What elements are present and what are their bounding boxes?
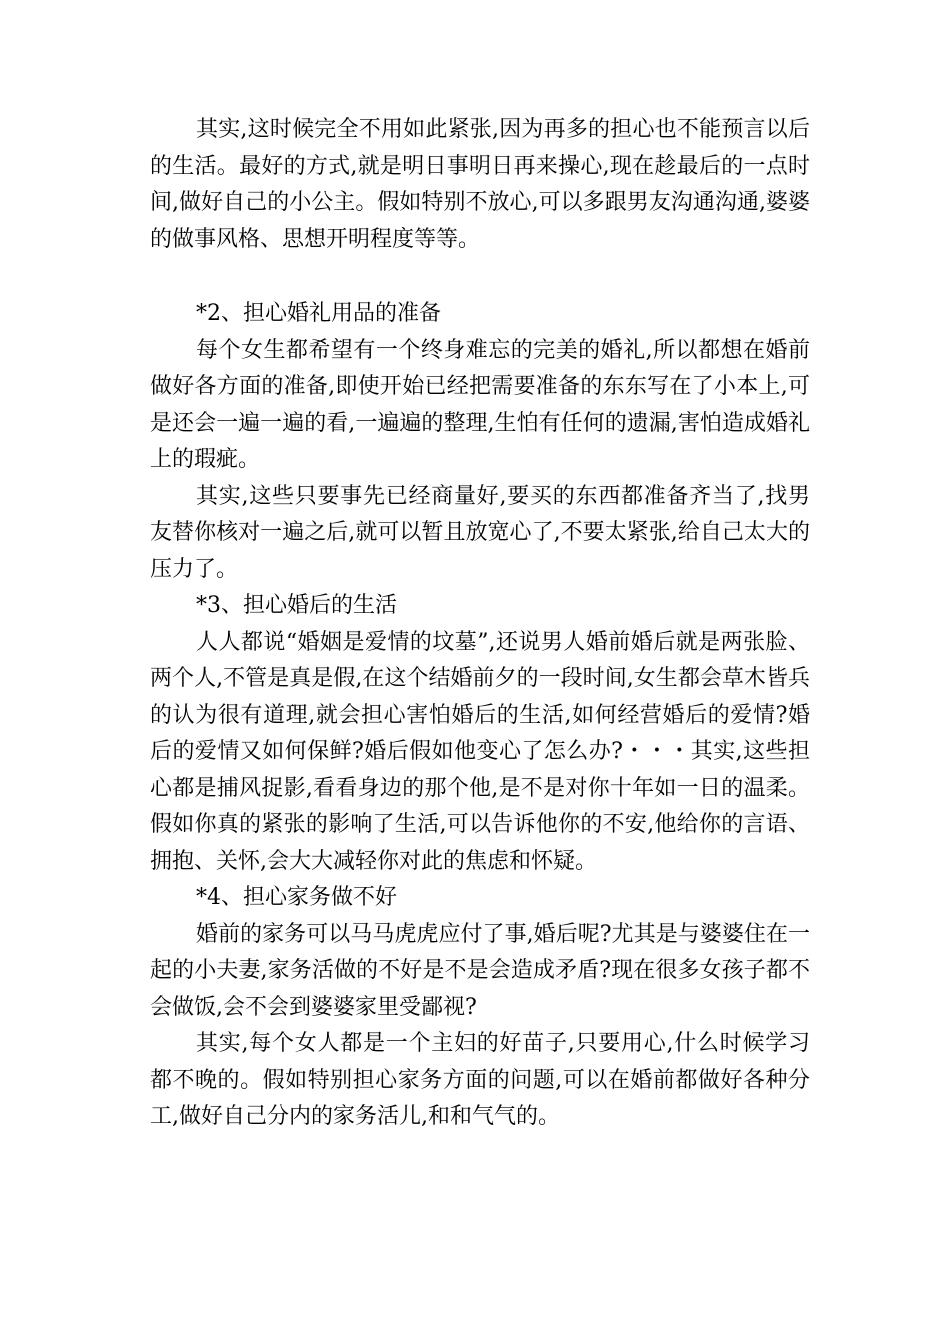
section-heading-3: *3、担心婚后的生活 (196, 593, 397, 618)
intro-paragraph: 其实,这时候完全不用如此紧张,因为再多的担心也不能预言以后的生活。最好的方式,就是明日事明日再来操心,现在趁最后的一点时间,做好自己的小公主。假如特别不放心,可以多跟男友沟通沟通,婆婆的做事风格、思想开明程度等等。 (150, 117, 810, 252)
section-heading-2: *2、担心婚礼用品的准备 (196, 301, 441, 326)
section-spacer (150, 258, 810, 296)
section-2-paragraph-1: 每个女生都希望有一个终身难忘的完美的婚礼,所以都想在婚前做好各方面的准备,即使开始已经把需要准备的东东写在了小本上,可是还会一遍一遍的看,一遍遍的整理,生怕有任何的遗漏,害怕造成婚礼上的瑕疵。 (150, 337, 810, 472)
section-4-paragraph-2: 其实,每个女人都是一个主妇的好苗子,只要用心,什么时候学习都不晚的。假如特别担心家务方面的问题,可以在婚前都做好各种分工,做好自己分内的家务活儿,和和气气的。 (150, 1031, 810, 1129)
section-2-paragraph-2: 其实,这些只要事先已经商量好,要买的东西都准备齐当了,找男友替你核对一遍之后,就可以暂且放宽心了,不要太紧张,给自己太大的压力了。 (150, 483, 810, 582)
section-3-paragraph-1: 人人都说“婚姻是爱情的坟墓”,还说男人婚前婚后就是两张脸、两个人,不管是真是假,在这个结婚前夕的一段时间,女生都会草木皆兵的认为很有道理,就会担心害怕婚后的生活,如何经营婚后的爱情?婚后的爱情又如何保鲜?婚后假如他变心了怎么办?・・・其实,这些担心都是捕风捉影,看看身边的那个他,是不是对你十年如一日的温柔。假如你真的紧张的影响了生活,可以告诉他你的不安,他给你的言语、拥抱、关怀,会大大减轻你对此的焦虑和怀疑。 (150, 629, 810, 874)
document-page (150, 112, 810, 1136)
section-4-paragraph-1: 婚前的家务可以马马虎虎应付了事,婚后呢?尤其是与婆婆住在一起的小夫妻,家务活做的不好是不是会造成矛盾?现在很多女孩子都不会做饭,会不会到婆婆家里受鄙视? (150, 921, 810, 1020)
section-heading-4: *4、担心家务做不好 (196, 885, 397, 910)
